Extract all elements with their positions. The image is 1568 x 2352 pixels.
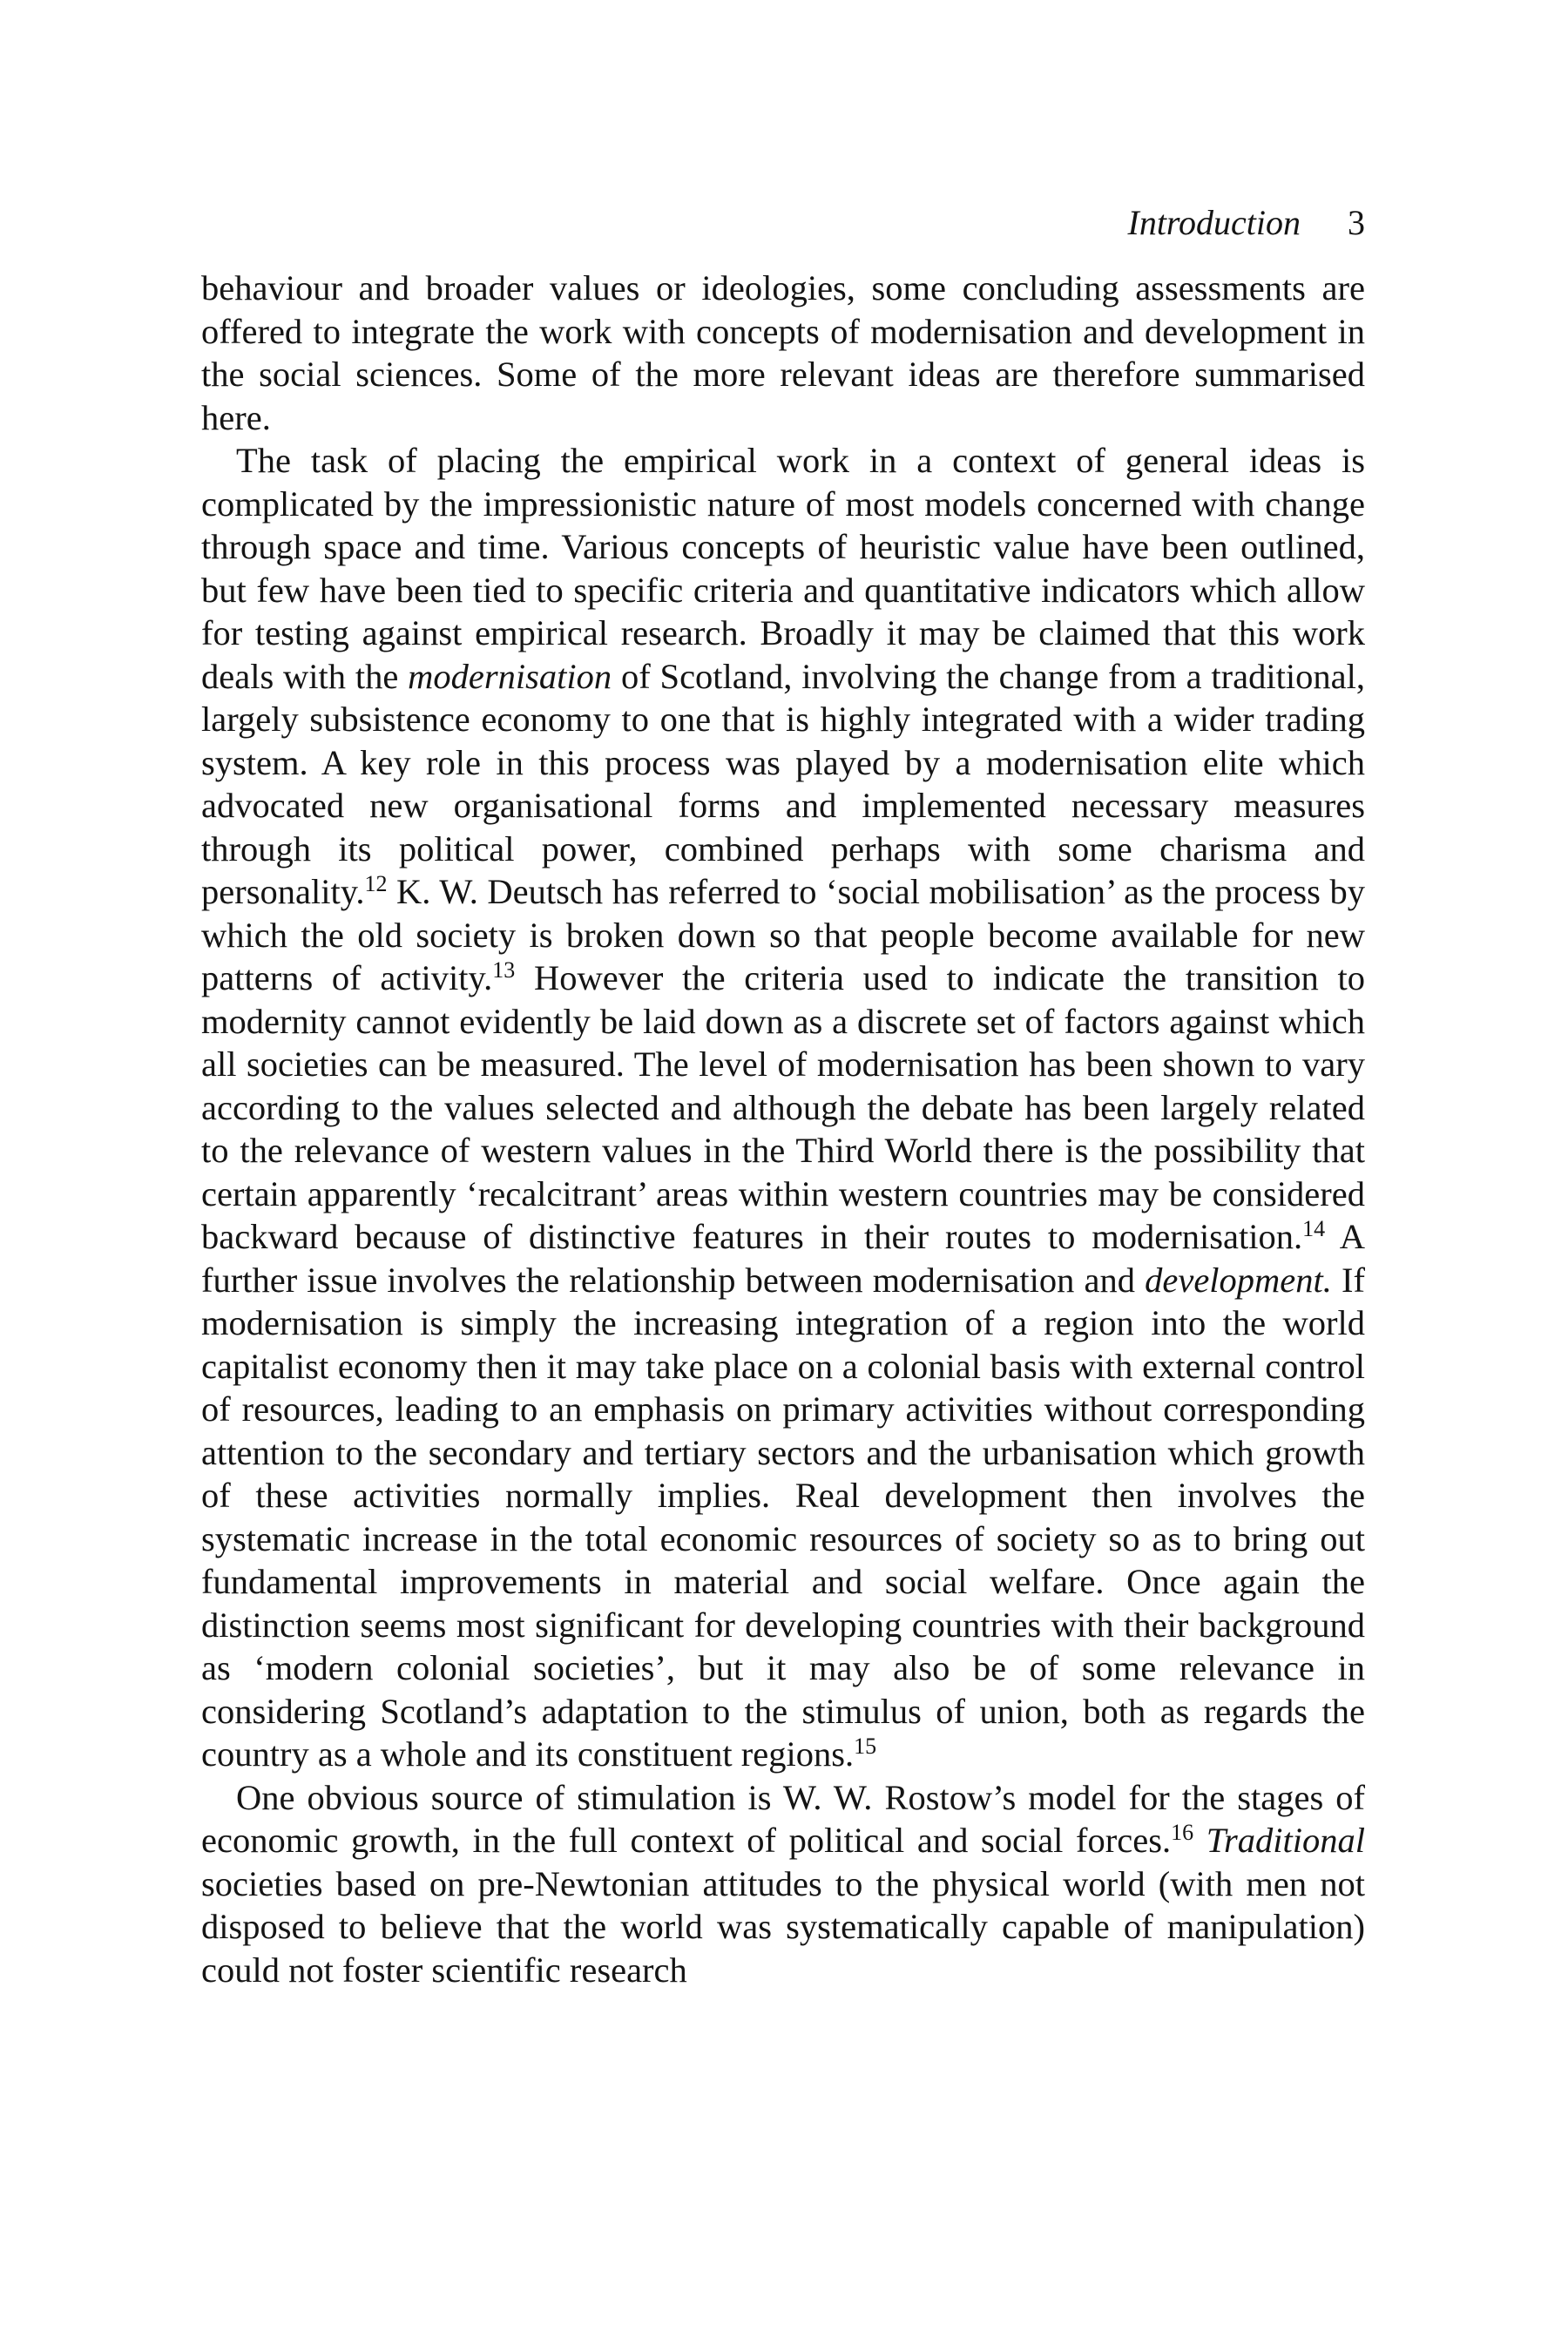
paragraph-text: If modernisation is simply the increasing integration of a region into the world capitalist economy then it may take place on a colonial basis with external control of resources, leading to an emphasis on primary activities without corresponding attention to the secondary and tertiary sectors and the urbanisation which growth of these activities normally implies. Real development then involves the systematic increase in the total economic resources of society so as to bring out fundamental improvements in material and social welfare. Once again the distinction seems most significant for developing countries with their background as ‘modern colonial societies’, but it may also be of some relevance in considering Scotland’s adaptation to the stimulus of union, both as regards the country as a whole and its constituent regions. xyxy=(201,1260,1365,1774)
footnote-reference: 13 xyxy=(492,957,516,983)
paragraph-text: One obvious source of stimulation is W. W. Rostow’s model for the stages of economic growth, in the full context of political and social forces. xyxy=(201,1777,1365,1860)
paragraph-text: However the criteria used to indicate the transition to modernity cannot evidently be laid down as a discrete set of factors against which all societies can be measured. The level of modernisation has been shown to vary according to the values selected and although the debate has been largely related to the relevance of western values in the Third World there is the possibility that certain apparently ‘recalcitrant’ areas within western countries may be considered backward because of distinctive features in their routes to modernisation. xyxy=(201,958,1365,1256)
paragraph-text: The task of placing the empirical work in a context of general ideas is complicated by the impressionistic nature of most models concerned with change through space and time. Various concepts of heuristic value have been outlined, but few have been tied to specific criteria and quantitative indicators which allow for testing against empirical research. Broadly it may be claimed that this work deals with the xyxy=(201,441,1365,696)
footnote-reference: 15 xyxy=(854,1734,877,1759)
paragraph-text: societies based on pre-Newtonian attitudes to the physical world (with men not disposed to believe that the world was systematically capable of manipulation) could not foster scientific research xyxy=(201,1863,1365,1990)
running-head-title: Introduction xyxy=(1127,203,1301,242)
running-head xyxy=(201,197,1365,249)
italic-term: Traditional xyxy=(1206,1821,1365,1860)
body-text xyxy=(201,267,1365,1991)
italic-term: development. xyxy=(1145,1260,1332,1300)
paragraph-text xyxy=(1193,1821,1206,1860)
paragraph-text: behaviour and broader values or ideologies, some concluding assessments are offered to integrate the work with concepts of modernisation and development in the social sciences. Some of the more relevant ideas are therefore summarised here. xyxy=(201,268,1365,437)
page-number: 3 xyxy=(1348,203,1365,242)
footnote-reference: 14 xyxy=(1302,1216,1326,1241)
paragraph-text: of Scotland, involving the change from a traditional, largely subsistence economy to one that is highly integrated with a wider trading system. A key role in this process was played by a modernisation elite which advocated new organisational forms and implemented necessary measures through its political power, combined perhaps with some charisma and personality. xyxy=(201,656,1365,911)
italic-term: modernisation xyxy=(408,656,612,696)
paragraph xyxy=(201,1776,1365,1992)
paragraph-text: K. W. Deutsch has referred to ‘social mobilisation’ as the process by which the old society is broken down so that people become available for new patterns of activity. xyxy=(201,872,1365,997)
paragraph xyxy=(201,267,1365,439)
footnote-reference: 16 xyxy=(1171,1820,1194,1845)
footnote-reference: 12 xyxy=(364,871,388,896)
paragraph-text: A further issue involves the relationship between modernisation and xyxy=(201,1217,1365,1300)
paragraph xyxy=(201,439,1365,1776)
